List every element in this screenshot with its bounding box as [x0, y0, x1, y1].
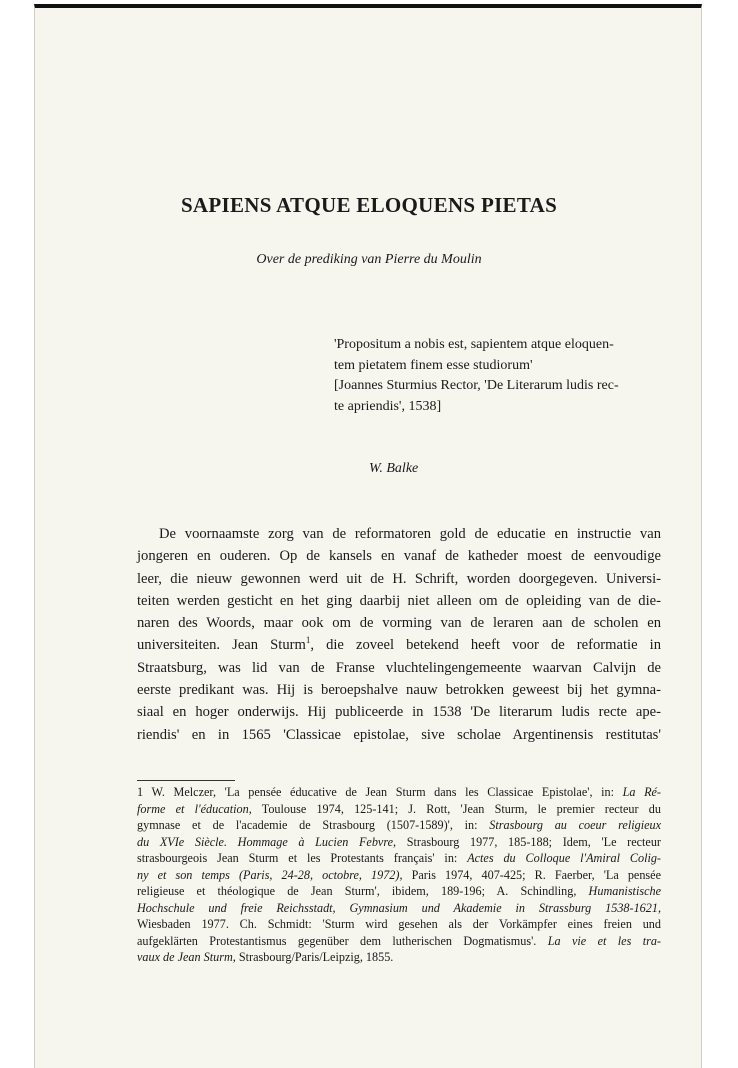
footnote-divider	[137, 780, 235, 781]
footnote-line	[137, 949, 661, 966]
footnote-title: du XVIe Siècle. Hommage à Lucien Febvre,	[137, 834, 397, 849]
body-line	[137, 634, 661, 656]
footnote-reference[interactable]: 1	[305, 635, 311, 646]
footnote-line	[137, 784, 661, 801]
body-line: siaal en hoger onderwijs. Hij publiceerde in 1538 'De literarum ludis recte ape-	[137, 704, 661, 721]
footnote	[137, 784, 661, 966]
body-line-part: , die zoveel betekend heeft voor de reformatie in	[310, 637, 661, 654]
footnote-title: La vie et les tra-	[547, 933, 661, 948]
footnote-line	[137, 834, 661, 851]
footnote-line	[137, 867, 661, 884]
footnote-line	[137, 850, 661, 867]
footnote-title: La Ré-	[622, 785, 661, 799]
footnote-line	[137, 817, 661, 834]
article-subtitle: Over de prediking van Pierre du Moulin	[256, 252, 482, 267]
footnote-text: 1 W. Melczer, 'La pensée éducative de Jean Sturm dans les Classicae Epistolae', in:	[137, 785, 623, 799]
footnote-title: Humanistische	[588, 884, 661, 898]
body-paragraph	[137, 523, 661, 746]
body-line: riendis' en in 1565 'Classicae epistolae, sive scholae Argentinensis restitutas'	[137, 726, 661, 743]
footnote-line	[137, 801, 661, 818]
footnote-line	[137, 900, 661, 917]
epigraph-line: te apriendis', 1538]	[334, 398, 442, 414]
footnote-line: Wiesbaden 1977. Ch. Schmidt: 'Sturm wird gesehen als der Vorkämpfer eines freien und	[137, 917, 661, 931]
footnote-text: religieuse et théologique de Jean Sturm', ibidem, 189-196; A. Schindling,	[137, 884, 589, 898]
epigraph-line: 'Propositum a nobis est, sapientem atque eloquen-	[334, 337, 614, 352]
body-line: eerste predikant was. Hij is beroepshalve nauw betrokken geweest bij het gymna-	[137, 682, 661, 699]
footnote-text: aufgeklärten Protestantismus gegenüber dem lutherischen Dogmatismus'.	[137, 933, 548, 948]
footnote-text: Toulouse 1974, 125-141; J. Rott, 'Jean Sturm, le premier recteur du	[251, 801, 661, 816]
article-title: SAPIENS ATQUE ELOQUENS PIETAS	[180, 193, 558, 217]
epigraph-line: [Joannes Sturmius Rector, 'De Literarum ludis rec-	[334, 378, 619, 393]
footnote-title: Actes du Colloque l'Amiral Colig-	[467, 851, 661, 865]
footnote-text: Strasbourg 1977, 185-188; Idem, 'Le recteur	[396, 834, 661, 849]
document-page	[34, 4, 702, 1068]
footnote-text: strasbourgeois Jean Sturm et les Protestants français' in:	[137, 851, 468, 865]
author-name: W. Balke	[369, 461, 419, 476]
footnote-line	[137, 933, 661, 950]
epigraph	[334, 335, 656, 417]
footnote-line	[137, 883, 661, 900]
footnote-text: Paris 1974, 407-425; R. Faerber, 'La pensée	[402, 867, 661, 882]
footnote-title: Hochschule und freie Reichsstadt, Gymnasium und Akademie in Strassburg 1538-1621,	[137, 900, 661, 915]
body-line: jongeren en ouderen. Op de kansels en vanaf de katheder moest de eenvoudige	[137, 548, 661, 565]
body-line-part: universiteiten. Jean Sturm	[137, 637, 306, 654]
footnote-title: vaux de Jean Sturm,	[137, 950, 236, 964]
body-line: De voornaamste zorg van de reformatoren gold de educatie en instructie van	[159, 526, 661, 542]
epigraph-line: tem pietatem finem esse studiorum'	[334, 357, 533, 373]
footnote-title: Strasbourg au coeur religieux	[489, 818, 661, 832]
footnote-text: Strasbourg/Paris/Leipzig, 1855.	[235, 950, 394, 964]
footnote-title: forme et l'éducation,	[137, 801, 252, 816]
body-line: leer, die nieuw gewonnen werd uit de H. Schrift, worden doorgegeven. Universi-	[137, 570, 661, 587]
body-line: naren des Woords, maar ook om de vorming van de leraren aan de scholen en	[137, 615, 661, 632]
body-line: teiten werden gesticht en het ging daarbij niet alleen om de opleiding van de die-	[137, 592, 661, 609]
footnote-title: ny et son temps (Paris, 24-28, octobre, 1972),	[137, 867, 403, 882]
footnote-text: gymnase et de l'academie de Strasbourg (1507-1589)', in:	[137, 818, 490, 832]
body-line: Straatsburg, was lid van de Franse vluchtelingengemeente waarvan Calvijn de	[137, 659, 661, 676]
